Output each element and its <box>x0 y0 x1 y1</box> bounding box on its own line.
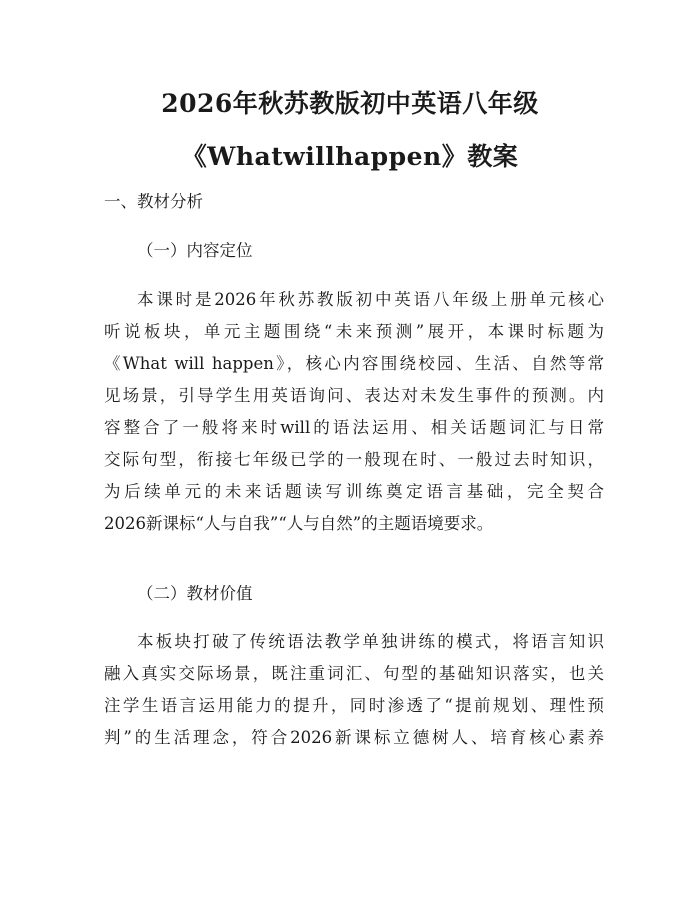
paragraph-line: 注学生语言运用能力的提升，同时渗透了“提前规划、理性预 <box>104 696 604 715</box>
paragraph-line: 融入真实交际场景，既注重词汇、句型的基础知识落实，也关 <box>104 664 604 683</box>
subheading-content-positioning: （一）内容定位 <box>137 241 253 260</box>
subheading-textbook-value: （二）教材价值 <box>137 584 253 603</box>
paragraph-line: 为后续单元的未来话题读写训练奠定语言基础，完全契合 <box>104 482 604 501</box>
paragraph-content-positioning <box>104 284 604 540</box>
paragraph-line: 2026新课标“人与自我”“人与自然”的主题语境要求。 <box>104 514 494 533</box>
paragraph-line: 见场景，引导学生用英语询问、表达对未发生事件的预测。内 <box>104 386 604 405</box>
paragraph-line: 本板块打破了传统语法教学单独讲练的模式，将语言知识 <box>137 632 604 651</box>
paragraph-line: 交际句型，衔接七年级已学的一般现在时、一般过去时知识， <box>104 450 604 469</box>
paragraph-line: 判”的生活理念，符合2026新课标立德树人、培育核心素养 <box>104 728 604 747</box>
document-title-line-2: 《Whatwillhappen》教案 <box>181 142 519 171</box>
paragraph-line: 本课时是2026年秋苏教版初中英语八年级上册单元核心 <box>137 290 604 309</box>
document-title-line-1: 2026年秋苏教版初中英语八年级 <box>161 89 539 118</box>
paragraph-line: 容整合了一般将来时will的语法运用、相关话题词汇与日常 <box>104 418 604 437</box>
paragraph-line: 听说板块，单元主题围绕“未来预测”展开，本课时标题为 <box>104 322 604 341</box>
paragraph-textbook-value <box>104 626 604 754</box>
section-heading-textbook-analysis: 一、教材分析 <box>104 192 203 211</box>
paragraph-line: 《What will happen》，核心内容围绕校园、生活、自然等常 <box>104 354 604 373</box>
